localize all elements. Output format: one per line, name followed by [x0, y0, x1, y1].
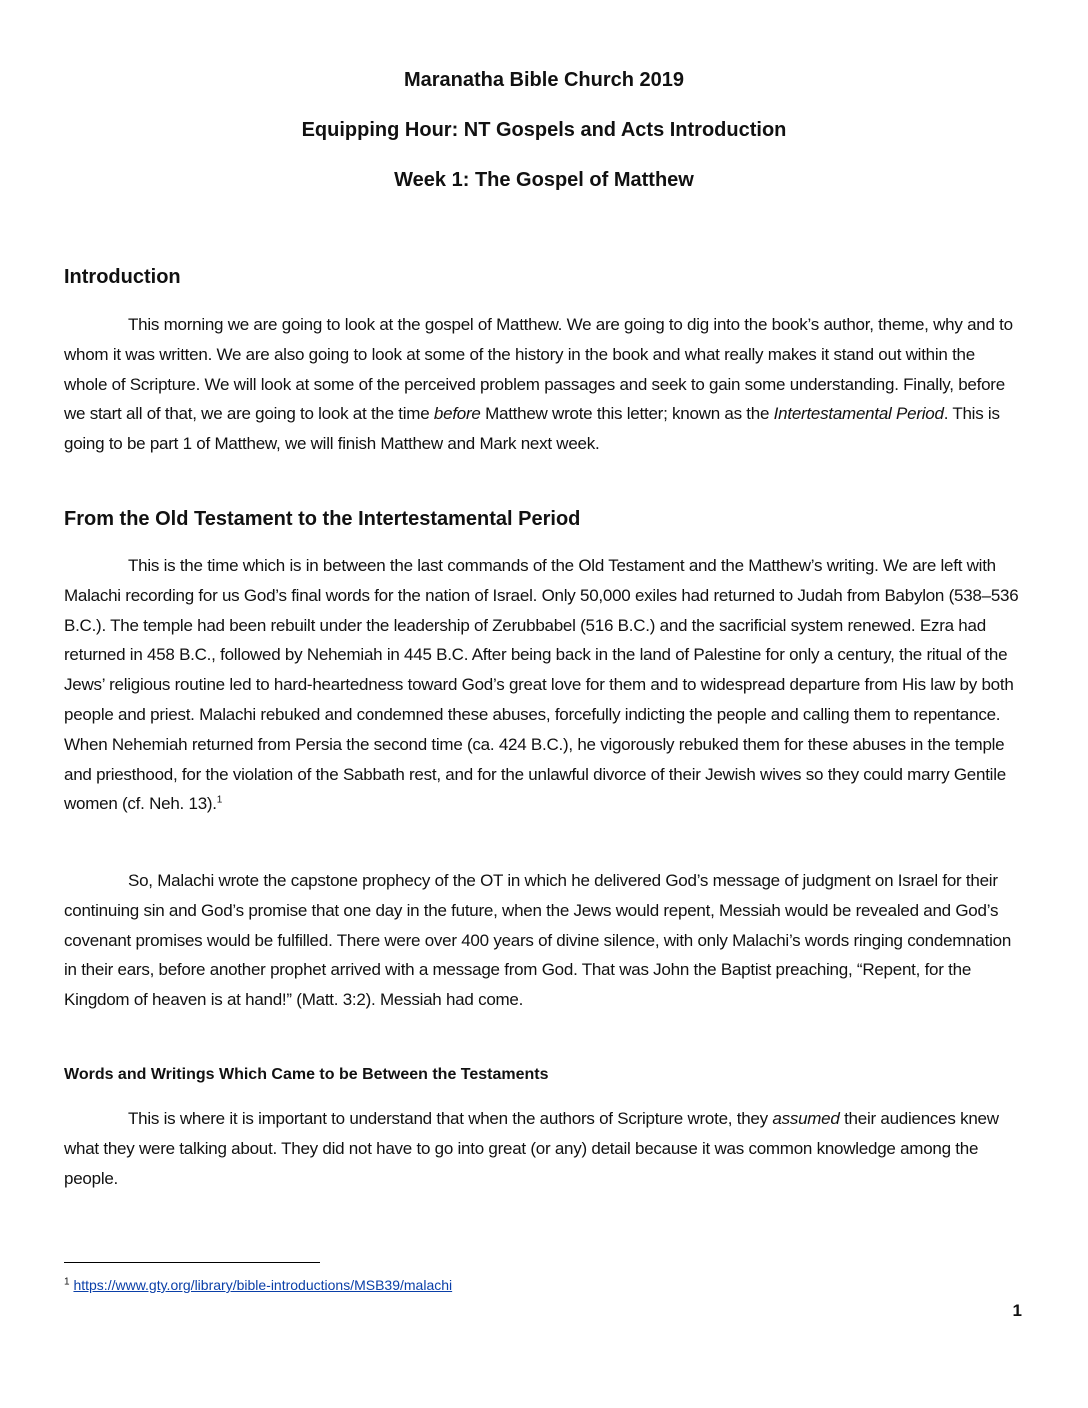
words-emphasis-assumed: assumed	[772, 1109, 840, 1128]
section-heading-introduction: Introduction	[64, 266, 181, 288]
intro-emphasis-before: before	[433, 404, 481, 424]
page-number: 1	[1012, 1301, 1022, 1320]
intro-text-b: Matthew wrote this letter; known as the	[480, 404, 774, 424]
footnote	[64, 1276, 452, 1294]
words-text-b: their audiences knew what they were talking about. They did not have to go into great (or any) detail because it was common knowledge among the people.	[64, 1109, 999, 1188]
footnote-reference[interactable]: 1	[216, 794, 223, 806]
footnote-link[interactable]: https://www.gty.org/library/bible-introductions/MSB39/malachi	[73, 1277, 453, 1293]
intertestamental-paragraph-1	[64, 551, 1022, 819]
section-heading-intertestamental: From the Old Testament to the Intertestamental Period	[64, 508, 581, 530]
footnote-divider	[64, 1262, 320, 1263]
introduction-paragraph	[64, 310, 1022, 459]
document-title-course: Equipping Hour: NT Gospels and Acts Introduction	[301, 119, 787, 141]
intro-text-a: This morning we are going to look at the gospel of Matthew. We are going to dig into the book’s author, theme, why and to whom it was written. We are also going to look at some of the history in the book and what really makes it stand out within the whole of Scripture. We will look at some of the perceived problem passages and seek to gain some understanding. Finally, before we start all of that, we are going to look at the time	[64, 315, 1013, 424]
intro-text-c: . This is going to be part 1 of Matthew, we will finish Matthew and Mark next week.	[64, 404, 1000, 454]
intertestamental-text: This is the time which is in between the last commands of the Old Testament and the Matthew’s writing. We are left with Malachi recording for us God’s final words for the nation of Israel. Only 50,000 exiles had returned to Judah from Babylon (538–536 B.C.). The temple had been rebuilt under the leadership of Zerubbabel (516 B.C.) and the sacrificial system renewed. Ezra had returned in 458 B.C., followed by Nehemiah in 445 B.C. After being back in the land of Palestine for only a century, the ritual of the Jews’ religious routine led to hard-heartedness toward God’s great love for them and to widespread departure from His law by both people and priest. Malachi rebuked and condemned these abuses, forcefully indicting the people and calling them to repentance. When Nehemiah returned from Persia the second time (ca. 424 B.C.), he vigorously rebuked them for these abuses in the temple and priesthood, for the violation of the Sabbath rest, and for the unlawful divorce of their Jewish wives so they could marry Gentile women (cf. Neh. 13).	[64, 556, 1019, 814]
document-title-church: Maranatha Bible Church 2019	[403, 69, 685, 91]
words-text-a: This is where it is important to understand that when the authors of Scripture wrote, they	[128, 1109, 773, 1128]
intro-emphasis-period: Intertestamental Period	[773, 404, 944, 424]
footnote-number: 1	[64, 1276, 70, 1288]
document-title-week: Week 1: The Gospel of Matthew	[394, 169, 694, 191]
words-writings-paragraph	[64, 1104, 1022, 1193]
section-heading-words-writings: Words and Writings Which Came to be Between the Testaments	[64, 1066, 549, 1083]
intertestamental-paragraph-2: So, Malachi wrote the capstone prophecy of the OT in which he delivered God’s message of judgment on Israel for their continuing sin and God’s promise that one day in the future, when the Jews would repent, Messiah would be revealed and God’s covenant promises would be fulfilled. There were over 400 years of divine silence, with only Malachi’s words ringing condemnation in their ears, before another prophet arrived with a message from God. That was John the Baptist preaching, “Repent, for the Kingdom of heaven is at hand!” (Matt. 3:2). Messiah had come.	[64, 871, 1012, 1010]
